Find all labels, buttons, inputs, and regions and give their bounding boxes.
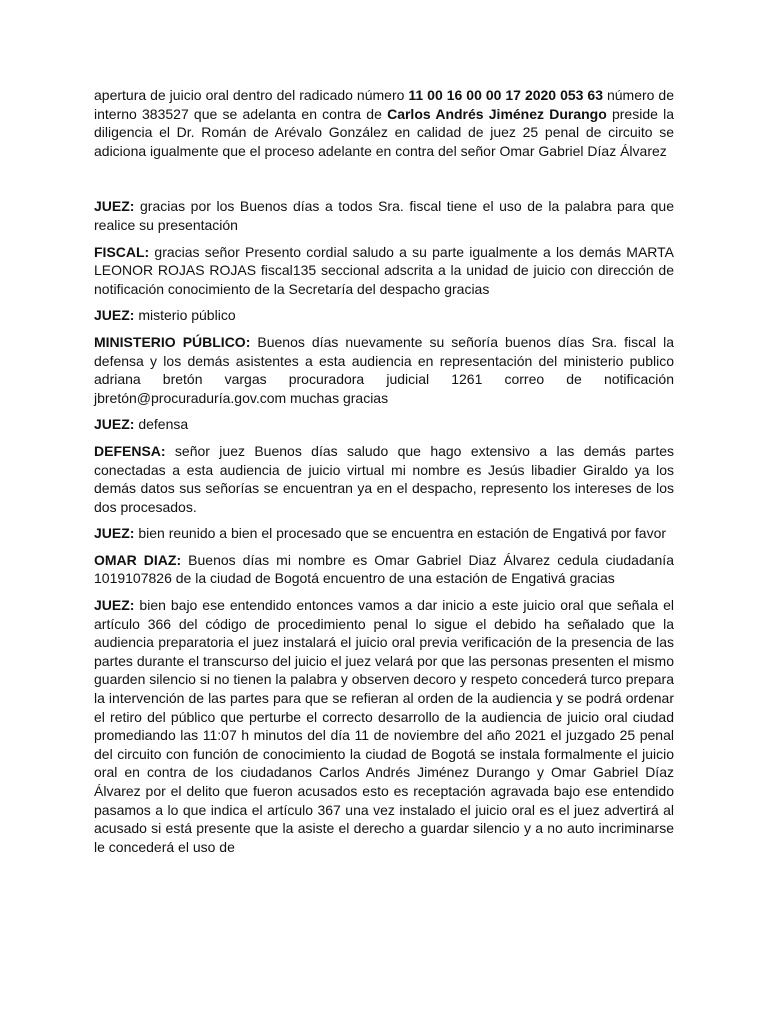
- speaker-label: OMAR DIAZ:: [94, 551, 182, 568]
- turn-text: bien reunido a bien el procesado que se encuentra en estación de Engativá por favor: [134, 525, 667, 542]
- turn-judge-2: [94, 306, 674, 325]
- intro-text-3: preside la diligencia el Dr. Román de Arévalo González en calidad de juez 25 penal de circuito se adiciona igualmente que el proceso adelante en contra del señor Omar Gabriel Díaz Álvarez: [94, 105, 675, 159]
- turn-text: gracias por los Buenos días a todos Sra. fiscal tiene el uso de la palabra para que realice su presentación: [94, 198, 674, 233]
- turn-fiscal: [94, 243, 674, 299]
- turn-text: Buenos días mi nombre es Omar Gabriel Diaz Álvarez cedula ciudadanía 1019107826 de la ciudad de Bogotá encuentro de una estación de Engativá gracias: [94, 551, 674, 587]
- turn-judge-1: [94, 197, 674, 234]
- turn-ministerio-publico: [94, 333, 674, 407]
- defendant-name: Carlos Andrés Jiménez Durango: [387, 105, 607, 122]
- intro-text-1: apertura de juicio oral dentro del radicado número: [94, 87, 409, 103]
- turn-text: misterio público: [134, 307, 236, 324]
- speaker-label: MINISTERIO PÚBLICO:: [94, 333, 251, 350]
- turn-omar-diaz: [94, 551, 674, 588]
- speaker-label: JUEZ:: [94, 525, 135, 542]
- speaker-label: JUEZ:: [94, 416, 135, 433]
- speaker-label: JUEZ:: [94, 307, 135, 324]
- speaker-label: FISCAL:: [94, 243, 150, 260]
- turn-text: Buenos días nuevamente su señoría buenos días Sra. fiscal la defensa y los demás asistentes a esta audiencia en representación del ministerio publico adriana bretón vargas procuradora judicial 1261 correo de notificación jbretón@procuraduría.gov.com muchas gracias: [94, 333, 674, 406]
- transcript-page: [94, 86, 674, 856]
- speaker-label: DEFENSA:: [94, 442, 166, 459]
- turn-defensa: [94, 442, 674, 516]
- intro-text-2: número de interno 383527 que se adelanta en contra de: [94, 87, 675, 122]
- intro-paragraph: [94, 86, 674, 160]
- speaker-label: JUEZ:: [94, 597, 135, 614]
- turn-judge-4: [94, 524, 674, 543]
- turn-text: defensa: [134, 416, 189, 433]
- turn-judge-3: [94, 415, 674, 434]
- turn-judge-5: [94, 596, 674, 856]
- radicado-number: 11 00 16 00 00 17 2020 053 63: [408, 87, 603, 103]
- turn-text: bien bajo ese entendido entonces vamos a dar inicio a este juicio oral que señala el artículo 366 del código de procedimiento penal lo sigue el debido ha señalado que la audiencia preparatoria el juez instalará el juicio oral previa verificación de la presencia de las partes durante el transcurso del juicio el juez velará por que las personas presenten el mismo guarden silencio si no tienen la palabra y observen decoro y respeto concederá turco prepara la intervención de las partes para que se refieran al orden de la audiencia y se podrá ordenar el retiro del público que perturbe el correcto desarrollo de la audiencia de juicio oral ciudad promediando las 11:07 h minutos del día 11 de noviembre del año 2021 el juzgado 25 penal del circuito con función de conocimiento la ciudad de Bogotá se instala formalmente el juicio oral en contra de los ciudadanos Carlos Andrés Jiménez Durango y Omar Gabriel Díaz Álvarez por el delito que fueron acusados esto es receptación agravada bajo ese entendido pasamos a lo que indica el artículo 367 una vez instalado el juicio oral es el juez advertirá al acusado si está presente que la asiste el derecho a guardar silencio y a no auto incriminarse le concederá el uso de: [94, 597, 674, 855]
- turn-text: señor juez Buenos días saludo que hago extensivo a las demás partes conectadas a esta audiencia de juicio virtual mi nombre es Jesús libadier Giraldo ya los demás datos sus señorías se encuentran ya en el despacho, represento los intereses de los dos procesados.: [94, 442, 674, 515]
- speaker-label: JUEZ:: [94, 198, 135, 215]
- turn-text: gracias señor Presento cordial saludo a su parte igualmente a los demás MARTA LEONOR ROJAS ROJAS fiscal135 seccional adscrita a la unidad de juicio con dirección de notificación conocimiento de la Secretaría del despacho gracias: [94, 243, 674, 297]
